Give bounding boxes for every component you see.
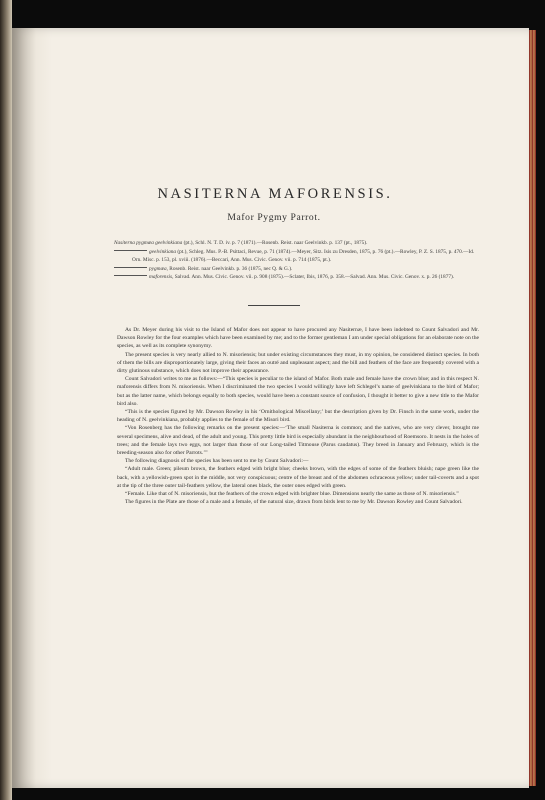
ditto-dash xyxy=(114,267,147,268)
synonymy-entry: Nasiterna pygmæa geelvinkiana (pt.), Schl. N. T. D. iv. p. 7 (1871).—Rosenb. Reist. naar Geelvinkb. p. 137 (pt., 1875). xyxy=(114,240,368,246)
synonymy-entry: maforensis, Salvad. Ann. Mus. Civic. Genov. vii. p. 908 (1875).—Sclater, Ibis, 1876, p. 358.—Salvad. Ann. Mus. Civic. Genov. x. p. 26 (1877). xyxy=(114,273,484,282)
paragraph: The following diagnosis of the species has been sent to me by Count Salvadori:— xyxy=(125,458,309,465)
paragraph: The present species is very nearly allied to N. misoriensis; but under existing circumstances they must, in my opinion, be considered distinct species. In both of them the bills are disproportionately large, giving their faces an outré and unpleasant aspect; and the bill and feathers of the face are frequently covered with a dirty glutinous substance, which does not improve their appearance. xyxy=(117,351,479,374)
paragraph: “This is the species figured by Mr. Dawson Rowley in his ‘Ornithological Miscellany;’ but the description given by Dr. Finsch in the same work, under the heading of N. geelvinkiana, probably applies to the female of the Misori bird. xyxy=(117,409,479,424)
synonymy-entry: pygmæa, Rosenb. Reist. naar Geelvinkb. p. 36 (1875, nec Q. & G.). xyxy=(114,265,484,274)
ditto-dash xyxy=(114,275,147,276)
synonymy-entry: geelvinkiana (pt.), Schleg. Mus. P.-B. Psittaci, Revue, p. 71 (1874).—Meyer, Sitz. Isis zu Dresden, 1875, p. 76 (pt.).—Rowley, P. Z. S. 1875, p. 470.—Id. Orn. Misc. p. 153, pl. xviii. (1876).—Beccari, Ann. Mus. Civic. Genov. vii. p. 714 (1875, pt.). xyxy=(114,248,484,265)
page-gutter-shadow xyxy=(12,28,52,788)
page-content xyxy=(64,150,484,506)
section-divider xyxy=(248,305,300,306)
body-text xyxy=(117,326,479,506)
gilt-page-edge xyxy=(529,30,536,786)
paragraph: Count Salvadori writes to me as follows:—“This species is peculiar to the island of Mafor. Both male and female have the crown blue; and in this respect N. maforensis differs from N. misoriensis. When I discriminated the two species I would willingly have left Schlegel’s name of geelvinkiana to the bird of Mafor; but as the latter name, which belongs equally to both species, would have been a constant source of confusion, I thought it better to give a new title to the Mafor bird also. xyxy=(117,376,479,407)
paragraph: “Von Rosenberg has the following remarks on the present species:—‘The small Nasiterna is common; and the natives, who are very clever, brought me several specimens, alive and dead, of the adult and young. This pretty little bird is especially abundant in the neighbourhood of Roemsoro. It nests in the holes of trees; and the female lays two eggs, not larger than those of our Long-tailed Titmouse (Parus caudatus). They breed in January and February, which is the breeding-season also for other Parrots.’” xyxy=(117,425,479,457)
paragraph: “Adult male. Green; pileum brown, the feathers edged with bright blue; cheeks brown, with the edges of some of the feathers bluish; nape green like the back, with a yellowish-green spot in the middle, not very conspicuous; centre of the breast and of the abdomen ochraceous yellow; under tail-coverts and a spot at the tip of the three outer tail-feathers yellow, the lateral ones black, the outer ones edged with green. xyxy=(117,466,479,489)
paragraph: As Dr. Meyer during his visit to the Island of Mafor does not appear to have procured any Nasiternæ, I have been indebted to Count Salvadori and Mr. Dawson Rowley for the four examples which have been examined by me; and to the former gentleman I am under special obligations for an elaborate note on the species, as well as its complete synonymy. xyxy=(117,326,479,350)
page-title: NASITERNA MAFORENSIS. xyxy=(157,186,393,202)
paragraph: “Female. Like that of N. misoriensis, but the feathers of the crown edged with brighter blue. Dimensions nearly the same as those of N. misoriensis.” xyxy=(125,491,459,498)
left-page-edge xyxy=(0,0,12,800)
paragraph: The figures in the Plate are those of a male and a female, of the natural size, drawn from birds lent to me by Mr. Dawson Rowley and Count Salvadori. xyxy=(125,499,463,506)
ditto-dash xyxy=(114,250,147,251)
synonymy-list xyxy=(114,239,484,282)
page-subtitle: Mafor Pygmy Parrot. xyxy=(227,212,321,223)
